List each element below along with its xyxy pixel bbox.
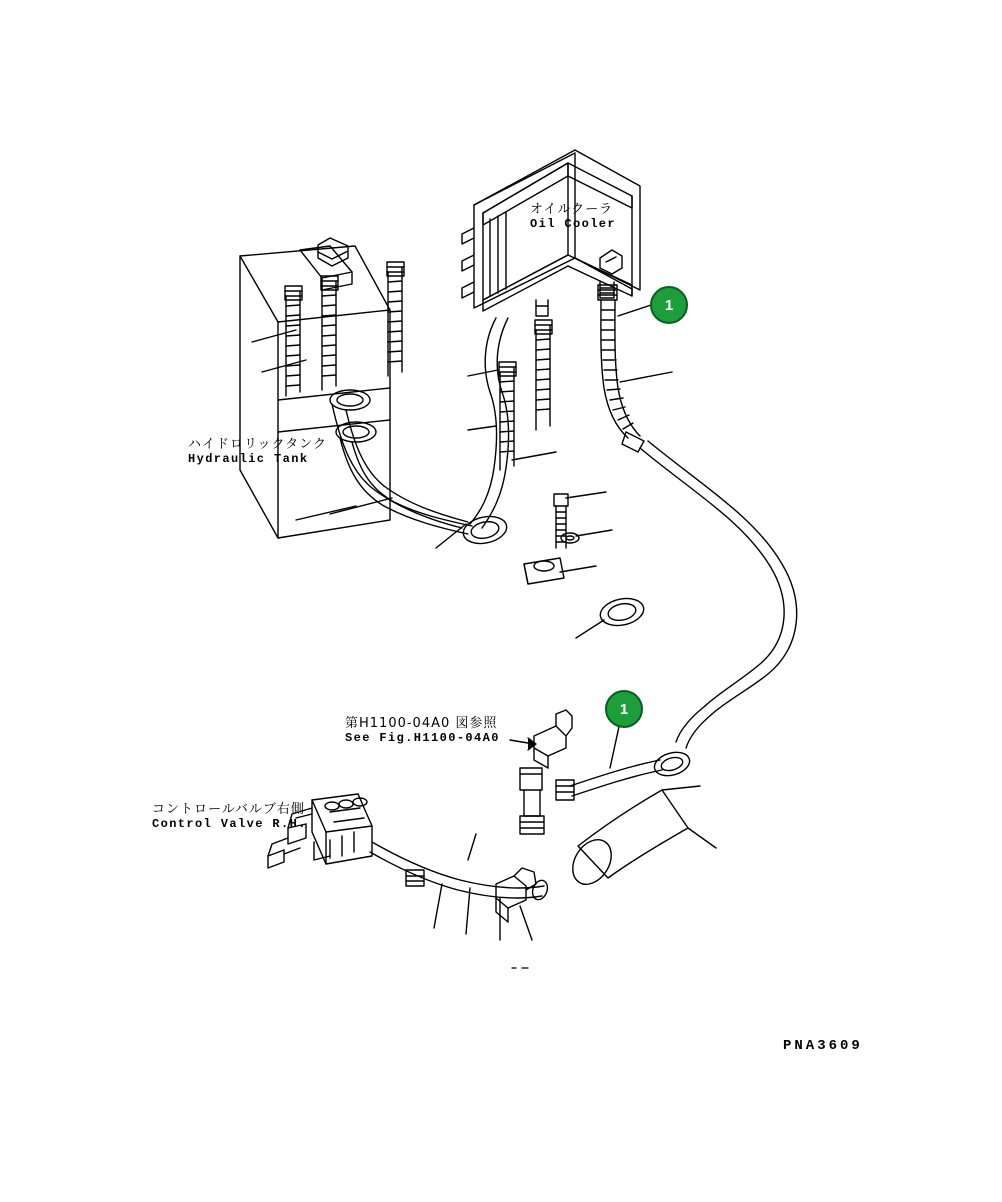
control-valve-label bbox=[152, 798, 307, 831]
see-figure-reference-en: See Fig.H1100-04A0 bbox=[345, 731, 500, 745]
oil-cooler-label bbox=[530, 198, 616, 231]
hydraulic-tank-label-en: Hydraulic Tank bbox=[188, 452, 309, 466]
see-figure-reference-jp: 第H1100-04A0 図参照 bbox=[345, 716, 498, 731]
main-tube-line bbox=[640, 441, 797, 748]
callout-1-lower[interactable] bbox=[605, 690, 643, 728]
oil-cooler-assembly bbox=[462, 150, 640, 316]
callout-1-upper-number: 1 bbox=[664, 296, 674, 314]
oil-cooler-label-en: Oil Cooler bbox=[530, 217, 617, 231]
callout-1-upper[interactable] bbox=[650, 286, 688, 324]
hydraulic-tank-label bbox=[188, 433, 327, 466]
hydraulic-tank-assembly bbox=[240, 238, 472, 538]
figure-code: PNA3609 bbox=[783, 1038, 863, 1054]
oil-cooler-label-jp: オイルクーラ bbox=[530, 202, 614, 217]
center-hose-assembly bbox=[468, 318, 556, 528]
control-valve-label-en: Control Valve R.H. bbox=[152, 817, 307, 831]
see-fig-fitting bbox=[510, 710, 572, 834]
control-valve-assembly bbox=[268, 794, 550, 940]
clamp-hardware bbox=[436, 492, 646, 638]
see-figure-reference bbox=[345, 712, 500, 745]
hydraulic-tank-label-jp: ハイドロリックタンク bbox=[188, 437, 327, 452]
control-valve-label-jp: コントロールバルブ右側 bbox=[152, 802, 305, 817]
callout-1-lower-number: 1 bbox=[619, 700, 629, 718]
lower-tube-assembly bbox=[556, 722, 716, 891]
